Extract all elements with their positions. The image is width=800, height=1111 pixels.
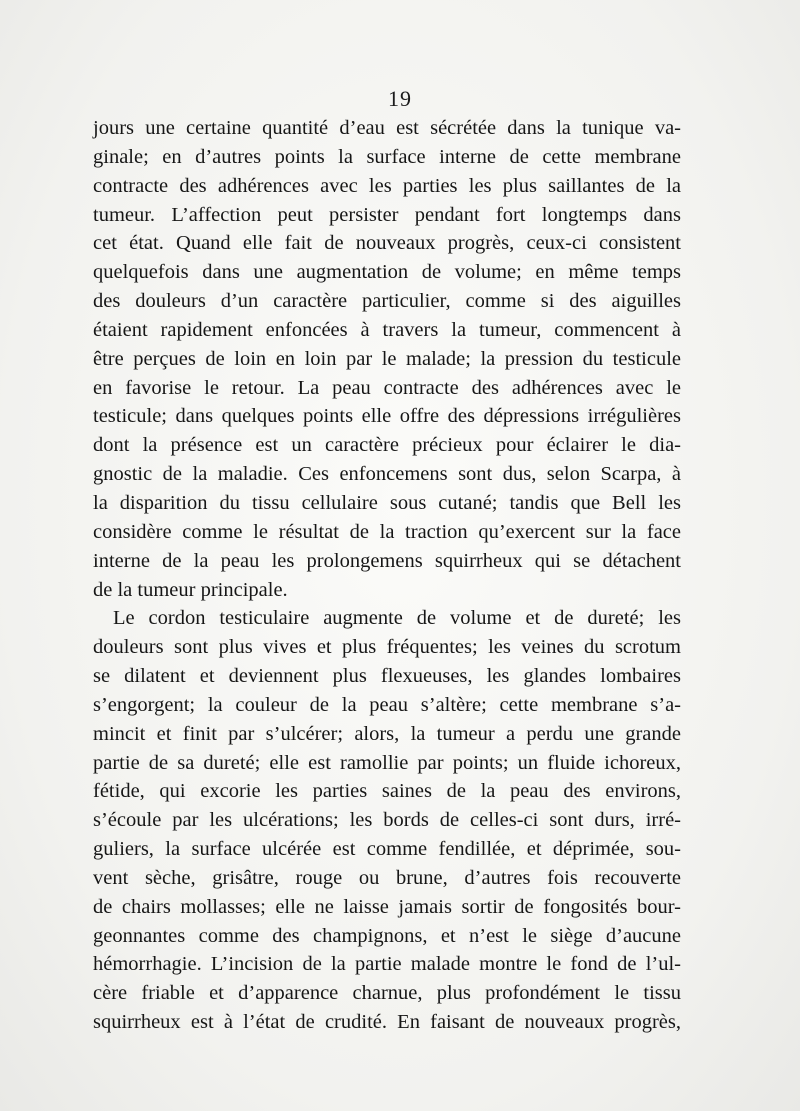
text-line: gnostic de la maladie. Ces enfoncemens sont dus, selon Scarpa, à (93, 463, 681, 486)
text-line: guliers, la surface ulcérée est comme fendillée, et déprimée, sou- (93, 838, 681, 861)
text-line: la disparition du tissu cellulaire sous cutané; tandis que Bell les (93, 491, 681, 514)
text-line: mincit et finit par s’ulcérer; alors, la tumeur a perdu une grande (93, 722, 681, 745)
text-line: de chairs mollasses; elle ne laisse jamais sortir de fongosités bour- (93, 895, 681, 918)
body-text (93, 114, 681, 1037)
text-line: des douleurs d’un caractère particulier, comme si des aiguilles (93, 290, 681, 313)
text-line: jours une certaine quantité d’eau est sécrétée dans la tunique va- (93, 117, 681, 139)
text-line: dont la présence est un caractère précieux pour éclairer le dia- (93, 434, 681, 457)
page-number: 19 (388, 86, 412, 111)
text-line: étaient rapidement enfoncées à travers la tumeur, commencent à (93, 318, 681, 341)
text-line: en favorise le retour. La peau contracte des adhérences avec le (93, 376, 681, 399)
text-line: ginale; en d’autres points la surface interne de cette membrane (93, 145, 681, 168)
paragraph-start-line: Le cordon testiculaire augmente de volume et de dureté; les (113, 607, 681, 630)
text-line: vent sèche, grisâtre, rouge ou brune, d’autres fois recouverte (93, 866, 681, 889)
text-line: cet état. Quand elle fait de nouveaux progrès, ceux-ci consistent (93, 232, 681, 255)
text-line: s’engorgent; la couleur de la peau s’altère; cette membrane s’a- (93, 693, 681, 716)
text-line: partie de sa dureté; elle est ramollie par points; un fluide ichoreux, (93, 751, 681, 774)
text-line: être perçues de loin en loin par le malade; la pression du testicule (93, 347, 681, 370)
text-line: contracte des adhérences avec les parties les plus saillantes de la (93, 174, 681, 197)
text-line: squirrheux est à l’état de crudité. En faisant de nouveaux progrès, (93, 1011, 681, 1034)
text-line: considère comme le résultat de la traction qu’exercent sur la face (93, 520, 681, 543)
text-line: interne de la peau les prolongemens squirrheux qui se détachent (93, 549, 681, 572)
text-line: geonnantes comme des champignons, et n’est le siège d’aucune (93, 924, 681, 947)
text-line: quelquefois dans une augmentation de volume; en même temps (93, 261, 681, 284)
text-line: hémorrhagie. L’incision de la partie malade montre le fond de l’ul- (93, 953, 681, 976)
paragraph-end-line: de la tumeur principale. (93, 578, 288, 601)
text-line: tumeur. L’affection peut persister pendant fort longtemps dans (93, 203, 681, 226)
text-line: fétide, qui excorie les parties saines de la peau des environs, (93, 780, 681, 803)
text-line: douleurs sont plus vives et plus fréquentes; les veines du scrotum (93, 636, 681, 659)
text-line: se dilatent et deviennent plus flexueuses, les glandes lombaires (93, 665, 681, 688)
text-line: cère friable et d’apparence charnue, plus profondément le tissu (93, 982, 681, 1005)
text-line: s’écoule par les ulcérations; les bords de celles-ci sont durs, irré- (93, 809, 681, 832)
text-line: testicule; dans quelques points elle offre des dépressions irrégulières (93, 405, 681, 428)
